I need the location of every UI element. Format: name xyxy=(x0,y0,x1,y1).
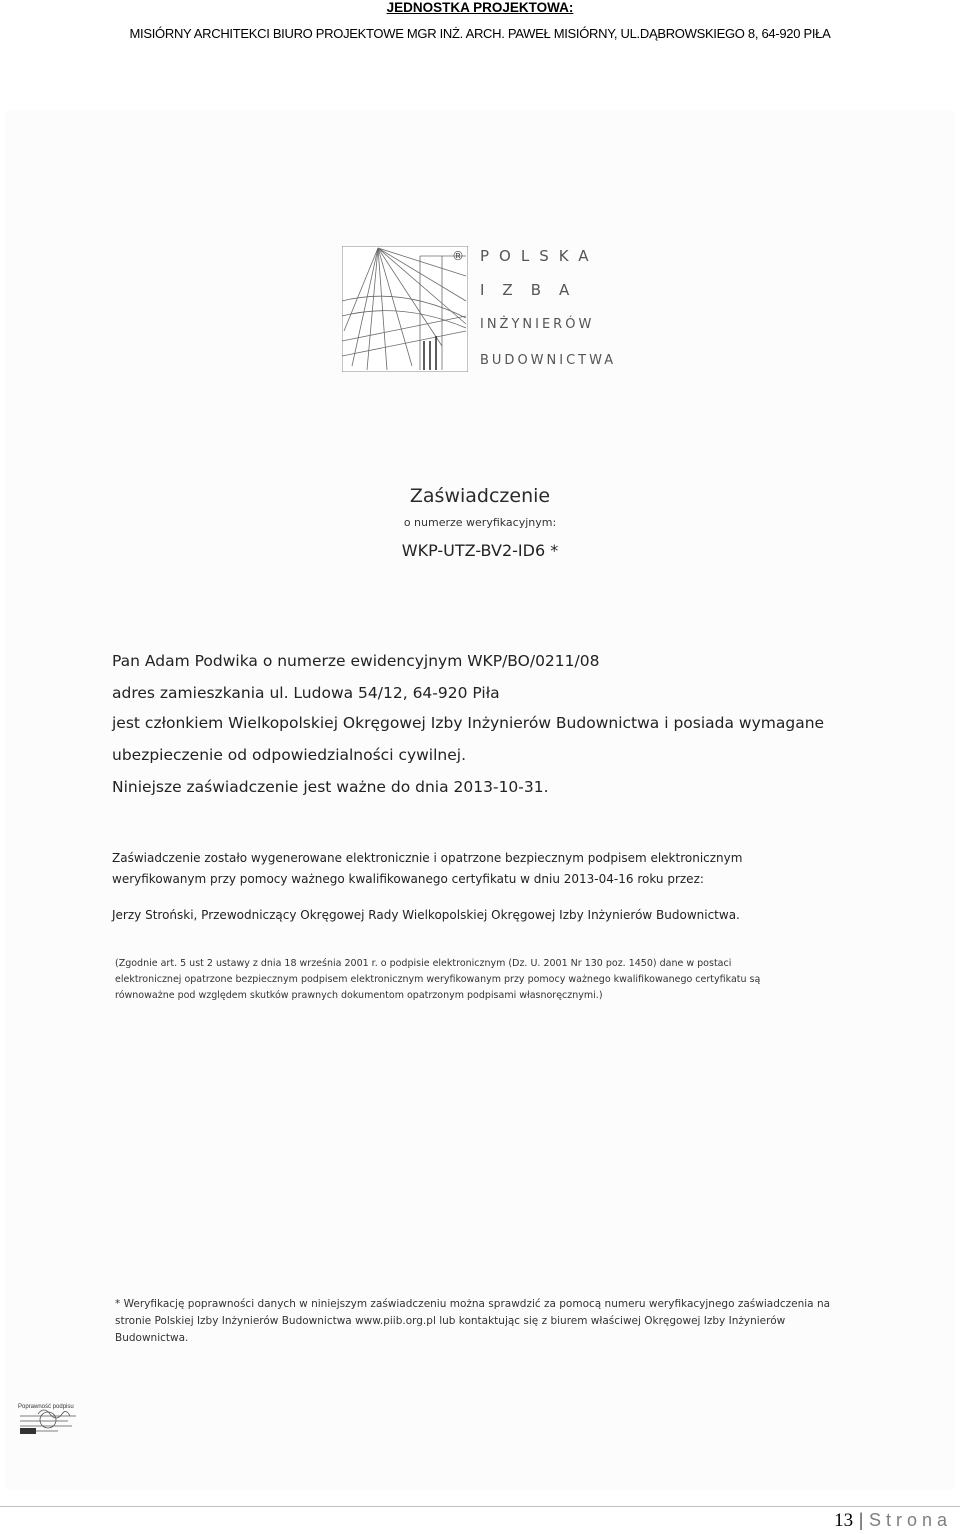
certificate-number: WKP-UTZ-BV2-ID6 * xyxy=(401,541,559,560)
stamp-scribble-icon xyxy=(18,1404,80,1436)
page-number xyxy=(834,1510,952,1532)
page-number-separator: | xyxy=(859,1510,863,1531)
footnote-line-3: Budownictwa. xyxy=(115,1332,189,1344)
legal-note-line-3: równoważne pod względem skutków prawnych dokumentom opatrzonym podpisami własnoręcznymi.) xyxy=(115,990,603,1001)
page-number-value: 13 xyxy=(834,1510,854,1531)
membership-line: jest członkiem Wielkopolskiej Okręgowej Izby Inżynierów Budownictwa i posiada wymagane xyxy=(112,714,825,732)
legal-note-line-2: elektronicznej opatrzone bezpiecznym podpisem elektronicznym weryfikowanym przy pomocy ważnego kwalifikowanego certyfikatu są xyxy=(115,974,761,985)
signature-stamp xyxy=(18,1404,80,1436)
logo-line-polska: POLSKA xyxy=(480,247,599,265)
page-label: Strona xyxy=(868,1510,952,1530)
legal-note-line-1: (Zgodnie art. 5 ust 2 ustawy z dnia 18 września 2001 r. o podpisie elektronicznym (Dz. U. 2001 Nr 130 poz. 1450) dane w postaci xyxy=(115,958,732,969)
validity-line: Niniejsze zaświadczenie jest ważne do dnia 2013-10-31. xyxy=(112,778,549,796)
logo-line-inzynierow: INŻYNIERÓW xyxy=(480,317,595,332)
member-address-line: adres zamieszkania ul. Ludowa 54/12, 64-920 Piła xyxy=(112,684,500,702)
insurance-line: ubezpieczenie od odpowiedzialności cywilnej. xyxy=(112,746,467,764)
footer-divider xyxy=(0,1506,960,1507)
member-name-line: Pan Adam Podwika o numerze ewidencyjnym WKP/BO/0211/08 xyxy=(112,652,600,670)
signer-line: Jerzy Stroński, Przewodniczący Okręgowej Rady Wielkopolskiej Okręgowej Izby Inżynierów Budownictwa. xyxy=(112,908,740,922)
certificate-title: Zaświadczenie xyxy=(409,485,551,507)
certificate-subtitle: o numerze weryfikacyjnym: xyxy=(403,516,557,529)
footnote-line-2: stronie Polskiej Izby Inżynierów Budownictwa www.piib.org.pl lub kontaktując się z biurem właściwej Okręgowej Izby Inżynierów xyxy=(115,1315,786,1327)
piib-logo-icon xyxy=(342,246,468,372)
logo-line-budownictwa: BUDOWNICTWA xyxy=(480,353,617,368)
generated-note-line-1: Zaświadczenie zostało wygenerowane elektronicznie i opatrzone bezpiecznym podpisem elektronicznym xyxy=(112,851,743,865)
footnote-line-1: * Weryfikację poprawności danych w niniejszym zaświadczeniu można sprawdzić za pomocą numeru weryfikacyjnego zaświadczenia na xyxy=(115,1298,831,1310)
stamp-title: Poprawność podpisu xyxy=(18,1404,74,1410)
logo-line-izba: IZBA xyxy=(480,281,588,299)
header-title: JEDNOSTKA PROJEKTOWA: xyxy=(386,0,574,15)
registered-mark: ® xyxy=(452,249,464,263)
generated-note-line-2: weryfikowanym przy pomocy ważnego kwalifikowanego certyfikatu w dniu 2013-04-16 roku przez: xyxy=(112,872,704,886)
header-subtitle: MISIÓRNY ARCHITEKCI BIURO PROJEKTOWE MGR INŻ. ARCH. PAWEŁ MISIÓRNY, UL.DĄBROWSKIEGO 8, 64-920 PIŁA xyxy=(129,26,831,41)
